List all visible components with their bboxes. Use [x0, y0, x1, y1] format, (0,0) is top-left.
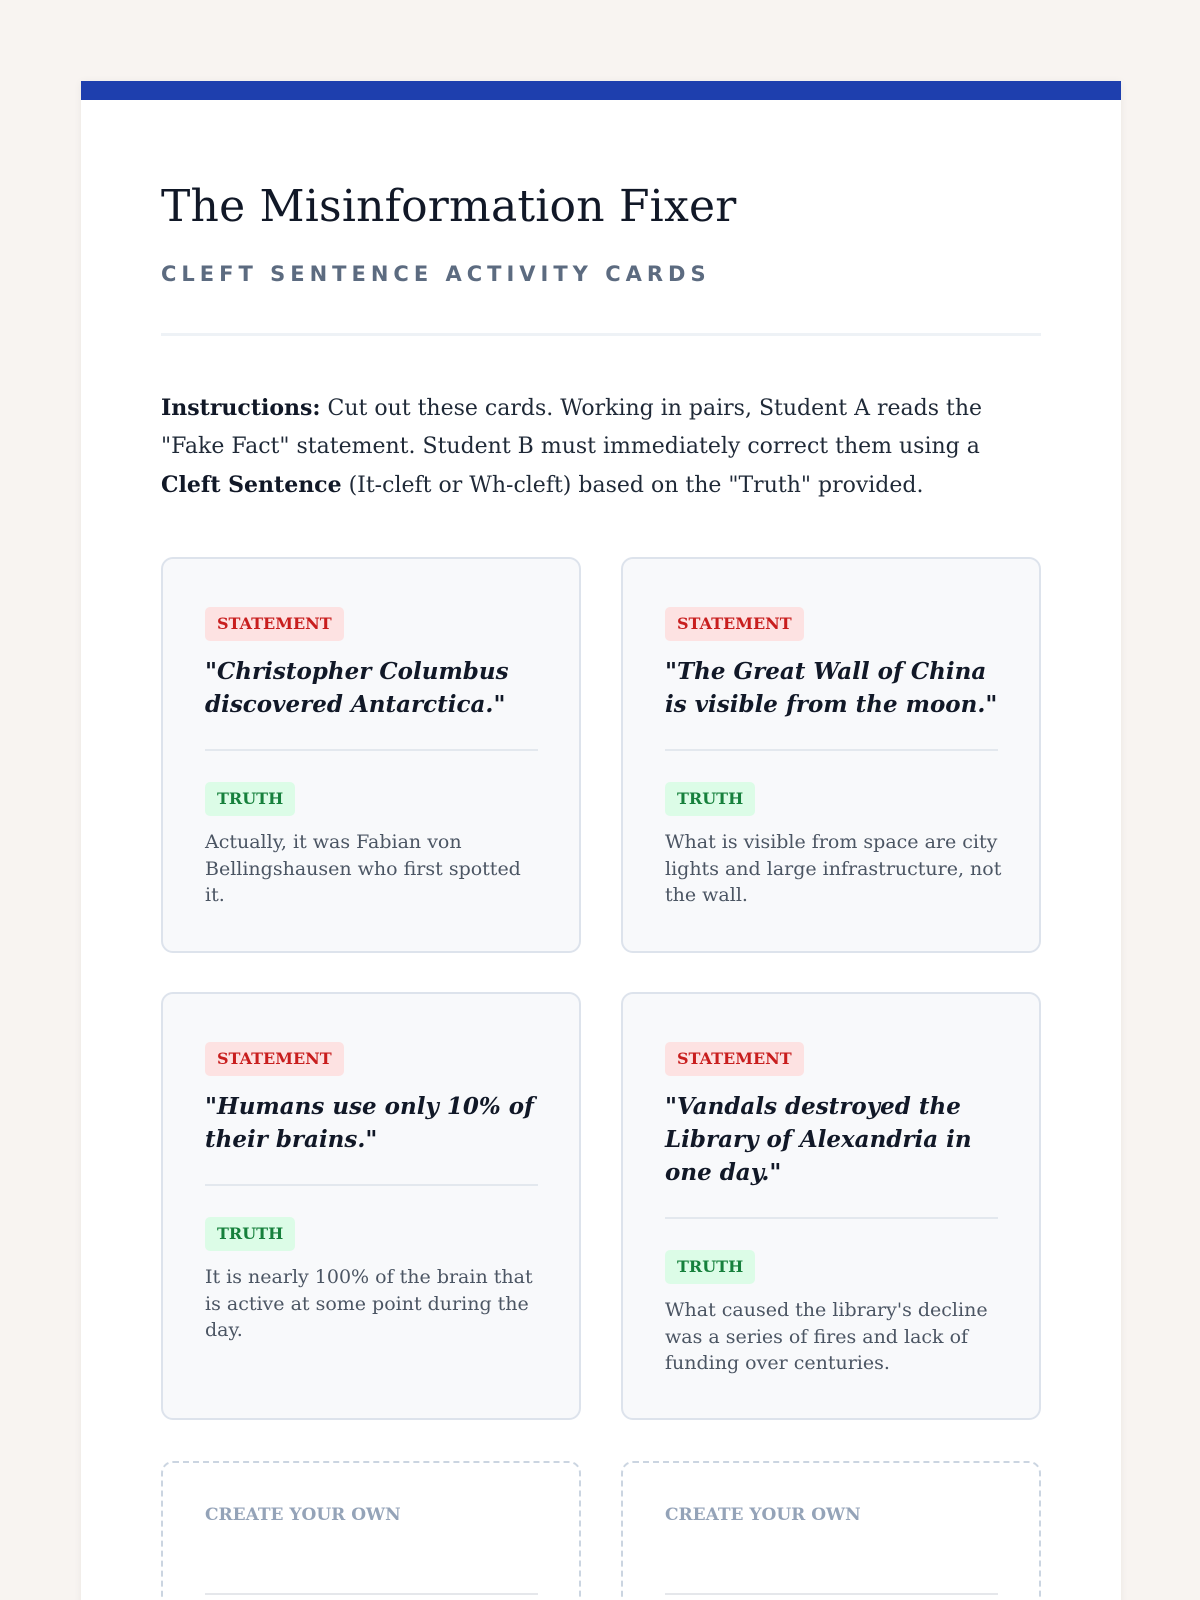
truth-text: What is visible from space are city lights and large infrastructure, not the wall.	[665, 831, 1002, 906]
create-your-own-label: CREATE YOUR OWN	[665, 1505, 861, 1525]
truth-text: It is nearly 100% of the brain that is active at some point during the day.	[205, 1266, 533, 1341]
accent-bar	[81, 81, 1121, 100]
statement-badge: STATEMENT	[205, 1042, 344, 1076]
activity-card-4	[621, 992, 1041, 1420]
truth-text: Actually, it was Fabian von Bellingshausen who first spotted it.	[205, 831, 521, 906]
create-your-own-label: CREATE YOUR OWN	[205, 1505, 401, 1525]
activity-card-3	[161, 992, 581, 1420]
card-divider	[205, 1593, 538, 1595]
truth-badge: TRUTH	[205, 1217, 295, 1251]
instructions-text-part-2: (It-cleft or Wh-cleft) based on the "Truth" provided.	[341, 473, 924, 498]
instructions	[161, 389, 1041, 505]
instructions-label: Instructions:	[161, 395, 321, 421]
statement-badge: STATEMENT	[205, 607, 344, 641]
truth-text: What caused the library's decline was a series of fires and lack of funding over centuries.	[665, 1299, 988, 1374]
statement-badge: STATEMENT	[665, 1042, 804, 1076]
statement-badge: STATEMENT	[665, 607, 804, 641]
statement-text: "The Great Wall of China is visible from the moon."	[665, 658, 998, 718]
truth-badge: TRUTH	[665, 782, 755, 816]
header-divider	[161, 333, 1041, 336]
card-divider	[205, 1184, 538, 1186]
instructions-bold-term: Cleft Sentence	[161, 472, 342, 498]
card-divider	[665, 749, 998, 751]
statement-text: "Humans use only 10% of their brains."	[205, 1093, 534, 1153]
create-your-own-card-1	[161, 1461, 581, 1600]
worksheet-page	[81, 81, 1121, 1600]
truth-badge: TRUTH	[665, 1250, 755, 1284]
page-subtitle: CLEFT SENTENCE ACTIVITY CARDS	[161, 262, 711, 286]
activity-card-1	[161, 557, 581, 953]
statement-text: "Vandals destroyed the Library of Alexandria in one day."	[665, 1093, 972, 1186]
truth-badge: TRUTH	[205, 782, 295, 816]
statement-text: "Christopher Columbus discovered Antarctica."	[205, 658, 509, 718]
card-divider	[665, 1217, 998, 1219]
card-divider	[665, 1593, 998, 1595]
card-divider	[205, 749, 538, 751]
create-your-own-card-2	[621, 1461, 1041, 1600]
instructions-text-part-1: Cut out these cards. Working in pairs, Student A reads the "Fake Fact" statement. Student B must immediately correct them using a	[161, 396, 983, 459]
page-title: The Misinformation Fixer	[161, 181, 737, 232]
activity-card-2	[621, 557, 1041, 953]
